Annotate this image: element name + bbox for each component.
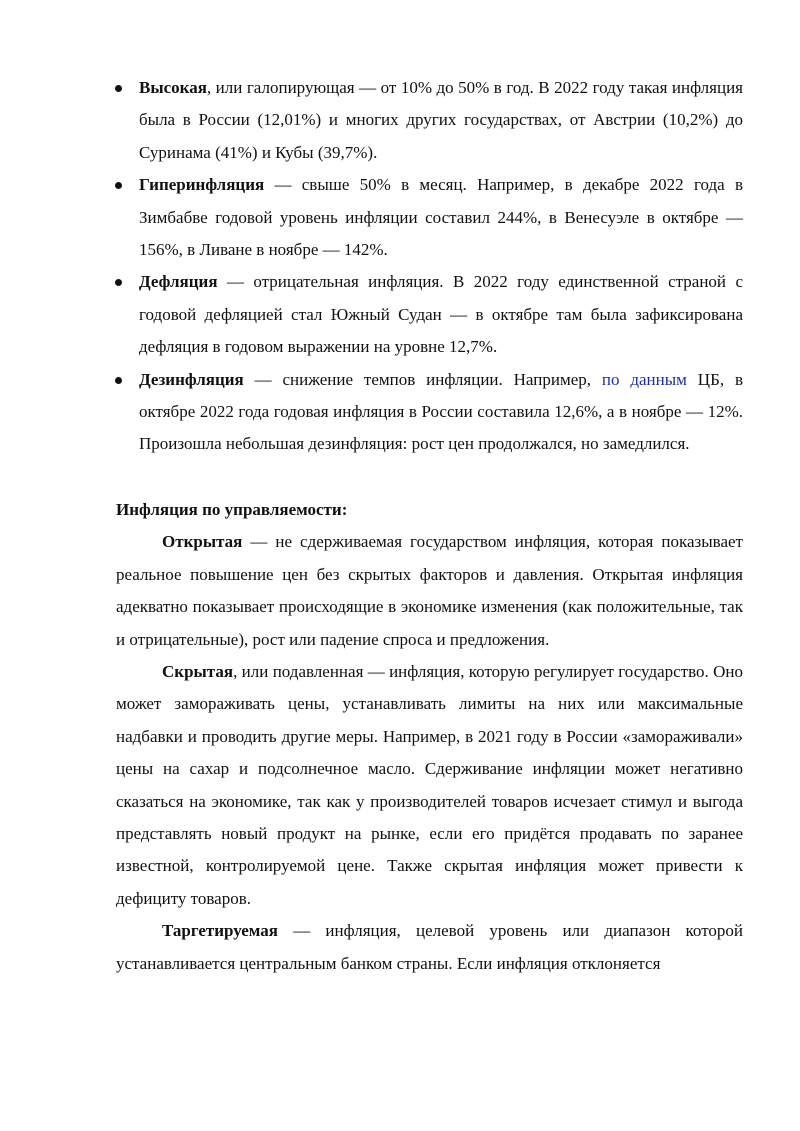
paragraph-text: — не сдерживаемая государством инфляция, которая показывает реальное повышение цен без скрытых факторов и давления. Открытая инфляция адекватно показывает происходящие в экономике изменения (как положительные, так и отрицательные), рост или падение спроса и предложения.: [116, 532, 743, 649]
paragraph-hidden-inflation: [116, 656, 743, 915]
bullet-icon: [115, 377, 122, 384]
paragraph-text: , или подавленная — инфляция, которую регулирует государство. Оно может замораживать цены, устанавливать лимиты на них или максимальные надбавки и проводить другие меры. Например, в 2021 году в России «замораживали» цены на сахар и подсолнечное масло. Сдерживание инфляции может негативно сказаться на экономике, так как у производителей товаров исчезает стимул и выгода представлять новый продукт на рынке, если его придётся продавать по заранее известной, контролируемой цене. Также скрытая инфляция может привести к дефициту товаров.: [116, 662, 743, 908]
bullet-list: [139, 72, 743, 461]
paragraph-targeted-inflation: [116, 915, 743, 980]
list-item-text: — свыше 50% в месяц. Например, в декабре 2022 года в Зимбабве годовой уровень инфляции составил 244%, в Венесуэле в октябре — 156%, в Ливане в ноябре — 142%.: [139, 175, 743, 260]
list-item-text: — отрицательная инфляция. В 2022 году единственной страной с годовой дефляцией стал Южный Судан — в октябре там была зафиксирована дефляция в годовом выражении на уровне 12,7%.: [139, 272, 743, 357]
paragraph-text: — инфляция, целевой уровень или диапазон которой устанавливается центральным банком страны. Если инфляция отклоняется: [116, 921, 743, 973]
bullet-icon: [115, 279, 122, 286]
document-body: [116, 494, 743, 980]
section-heading: Инфляция по управляемости:: [116, 500, 348, 519]
cb-data-link[interactable]: по данным: [601, 369, 687, 389]
bullet-icon: [115, 182, 122, 189]
list-item-disinflation: [139, 364, 743, 461]
term-bold: Дезинфляция: [139, 369, 244, 389]
list-item-deflation: [139, 266, 743, 363]
term-bold: Открытая: [162, 532, 243, 552]
list-item-high-inflation: [139, 72, 743, 169]
bullet-icon: [115, 85, 122, 92]
term-bold: Гиперинфляция: [139, 175, 265, 195]
term-bold: Высокая: [139, 78, 207, 97]
list-item-text: — снижение темпов инфляции. Например,: [243, 369, 602, 389]
list-item-text: ЦБ, в октябре 2022 года годовая инфляция в России составила 12,6%, а в ноябре — 12%. Произошла небольшая дезинфляция: рост цен продолжался, но замедлился.: [139, 369, 743, 454]
term-bold: Скрытая: [162, 662, 234, 682]
term-bold: Таргетируемая: [162, 921, 278, 941]
term-bold: Дефляция: [139, 272, 218, 292]
paragraph-open-inflation: [116, 526, 743, 656]
list-item-hyperinflation: [139, 169, 743, 266]
list-item-text: , или галопирующая — от 10% до 50% в год. В 2022 году такая инфляция была в России (12,01%) и многих других государствах, от Австрии (10,2%) до Суринама (41%) и Кубы (39,7%).: [139, 78, 743, 162]
